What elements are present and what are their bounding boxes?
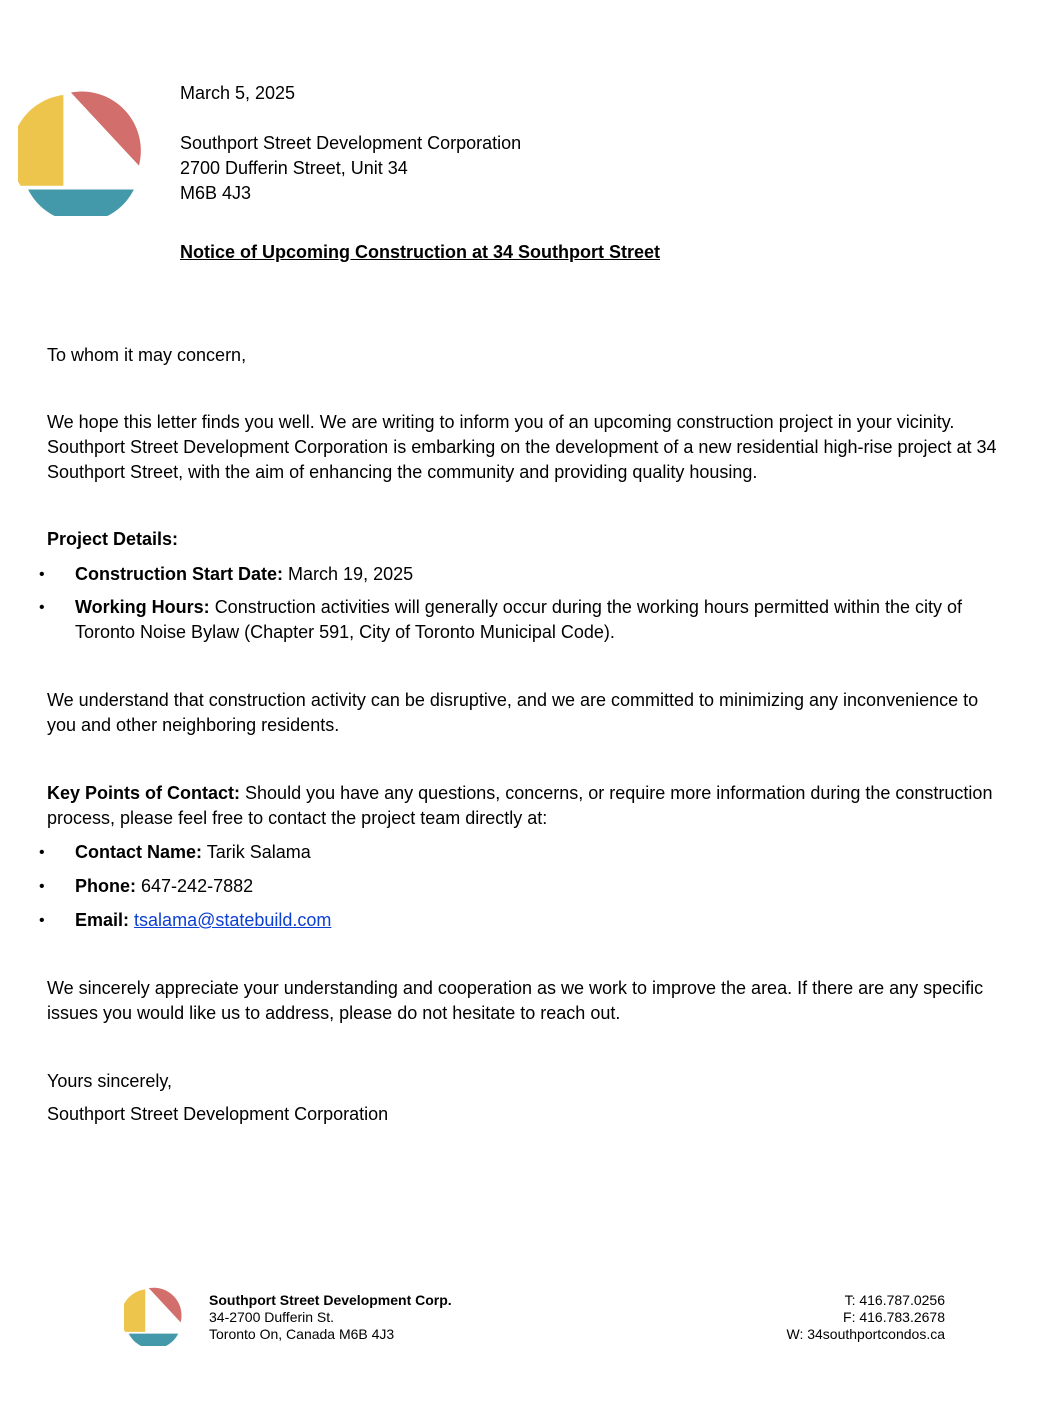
contact-paragraph	[47, 781, 1007, 831]
detail-label: Working Hours:	[75, 597, 210, 617]
project-details-list	[47, 562, 1007, 653]
contact-name: Tarik Salama	[206, 842, 311, 862]
list-item	[47, 595, 1007, 645]
logo-teal-segment	[129, 1334, 179, 1346]
list-item	[47, 562, 1007, 587]
contact-phone: 647-242-7882	[141, 876, 254, 896]
footer-company-info	[209, 1292, 452, 1343]
recipient-postal-code: M6B 4J3	[180, 183, 252, 203]
logo-red-segment	[149, 1288, 182, 1323]
logo-red-segment	[71, 92, 141, 166]
footer-fax: F: 416.783.2678	[843, 1309, 945, 1325]
logo-teal-segment	[28, 190, 134, 216]
letter-header	[180, 81, 521, 206]
footer-company-name: Southport Street Development Corp.	[209, 1292, 452, 1308]
footer-logo	[124, 1287, 183, 1346]
contact-label: Phone:	[75, 876, 136, 896]
appreciation-paragraph: We sincerely appreciate your understanding and cooperation as we work to improve the area. If there are any specific issues you would like us to address, please do not hesitate to reach out.	[47, 978, 984, 1023]
intro-paragraph: We hope this letter finds you well. We are writing to inform you of an upcoming construction project in your vicinity. Southport Street Development Corporation is embarking on the development of a new residential high-rise project at 34 Southport Street, with the aim of enhancing the community and providing quality housing.	[47, 412, 997, 482]
list-item	[47, 874, 1007, 899]
signer-name: Southport Street Development Corporation	[47, 1104, 389, 1124]
contact-heading: Key Points of Contact:	[47, 783, 241, 803]
footer-address: 34-2700 Dufferin St.	[209, 1309, 335, 1325]
recipient-name: Southport Street Development Corporation	[180, 133, 522, 153]
footer-phone: T: 416.787.0256	[844, 1292, 945, 1308]
contact-list	[47, 840, 1007, 942]
recipient-address: 2700 Dufferin Street, Unit 34	[180, 158, 408, 178]
email-link[interactable]: tsalama@statebuild.com	[134, 910, 332, 930]
list-item	[47, 840, 1007, 865]
logo-yellow-segment	[124, 1289, 145, 1331]
footer-contact-info	[786, 1292, 945, 1343]
contact-label: Contact Name:	[75, 842, 203, 862]
understanding-paragraph: We understand that construction activity can be disruptive, and we are committed to minimizing any inconvenience to you and other neighboring residents.	[47, 690, 979, 735]
letter-date: March 5, 2025	[180, 83, 296, 103]
footer-city: Toronto On, Canada M6B 4J3	[209, 1326, 395, 1342]
detail-value: Construction activities will generally occur during the working hours permitted within the city of Toronto Noise Bylaw (Chapter 591, City of Toronto Municipal Code).	[75, 597, 963, 642]
contact-label: Email:	[75, 910, 130, 930]
project-details-heading: Project Details:	[47, 529, 179, 549]
letter-subject: Notice of Upcoming Construction at 34 Southport Street	[180, 242, 661, 262]
footer-website: W: 34southportcondos.ca	[786, 1326, 945, 1342]
logo-yellow-segment	[18, 95, 63, 186]
closing: Yours sincerely,	[47, 1071, 173, 1091]
company-logo	[18, 90, 144, 216]
detail-value: March 19, 2025	[288, 564, 414, 584]
list-item	[47, 908, 1007, 933]
greeting: To whom it may concern,	[47, 345, 247, 365]
contact-text: Should you have any questions, concerns, or require more information during the construction process, please feel free to contact the project team directly at:	[47, 783, 993, 828]
detail-label: Construction Start Date:	[75, 564, 284, 584]
